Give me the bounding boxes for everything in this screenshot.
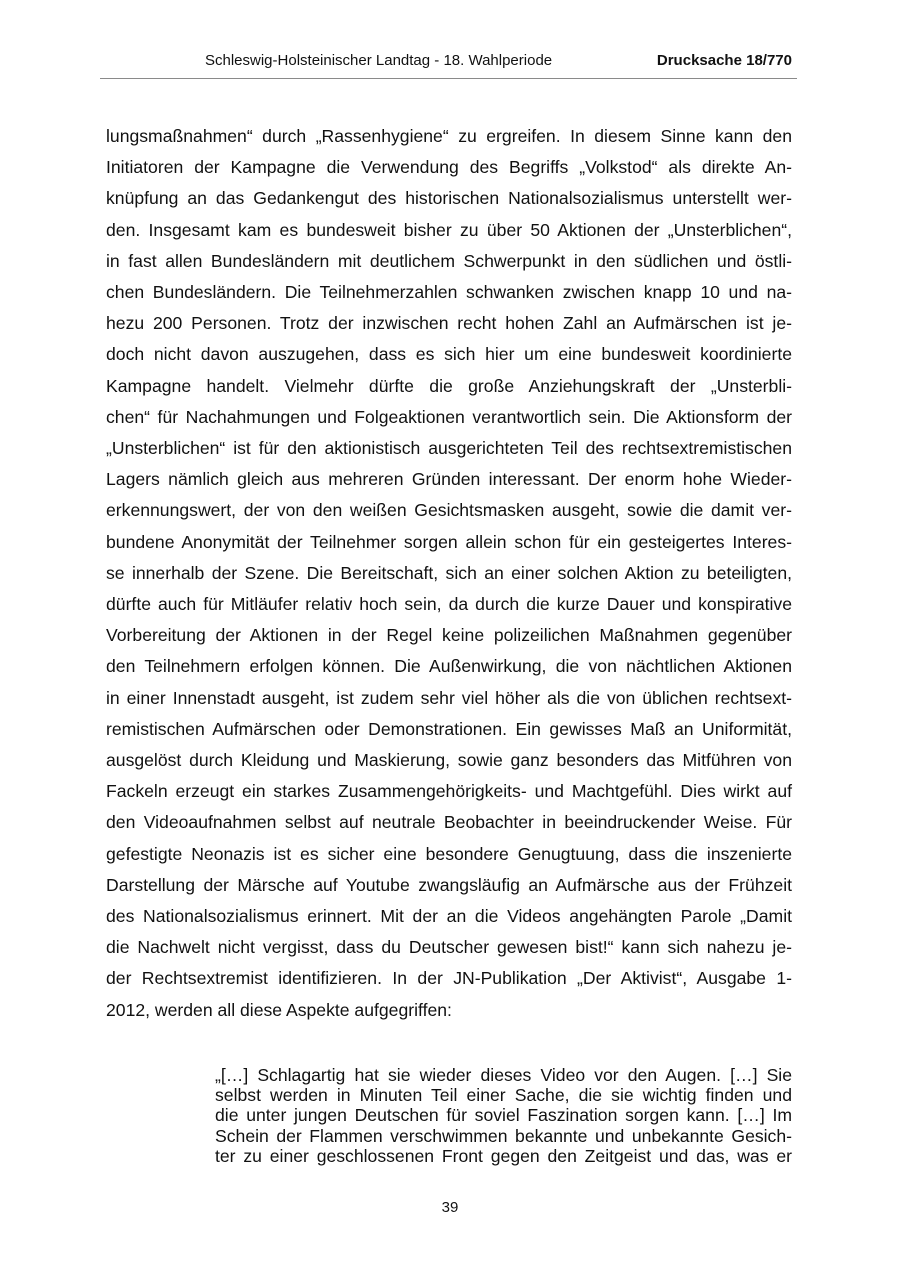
body-line: gefestigte Neonazis ist es sicher eine besondere Genugtuung, dass die inszenierte [106,843,792,864]
body-line: chen Bundesländern. Die Teilnehmerzahlen schwanken zwischen knapp 10 und na- [106,282,792,303]
page-header [100,52,797,79]
body-line: knüpfung an das Gedankengut des historischen Nationalsozialismus unterstellt wer- [106,188,792,209]
body-line: 2012, werden all diese Aspekte aufgegriffen: [106,999,452,1020]
body-line: die Nachwelt nicht vergisst, dass du Deutscher gewesen bist!“ kann sich nahezu je- [106,937,792,958]
quote-line: selbst werden in Minuten Teil einer Sache, die sie wichtig finden und [215,1085,792,1106]
body-line: des Nationalsozialismus erinnert. Mit der an die Videos angehängten Parole „Damit [106,906,792,927]
quote-line: „[…] Schlagartig hat sie wieder dieses Video vor den Augen. […] Sie [215,1065,792,1085]
quote-line: Schein der Flammen verschwimmen bekannte und unbekannte Gesich- [215,1125,792,1146]
body-line: erkennungswert, der von den weißen Gesichtsmasken ausgeht, sowie die damit ver- [106,500,792,521]
quote-line: ter zu einer geschlossenen Front gegen den Zeitgeist und das, was er [215,1145,792,1166]
document-number: Drucksache 18/770 [656,52,792,69]
body-line: Fackeln erzeugt ein starkes Zusammengehörigkeits- und Machtgefühl. Dies wirkt auf [106,781,792,802]
body-line: doch nicht davon auszugehen, dass es sich hier um eine bundesweit koordinierte [106,344,792,365]
body-line: hezu 200 Personen. Trotz der inzwischen recht hohen Zahl an Aufmärschen ist je- [106,313,792,334]
body-line: in einer Innenstadt ausgeht, ist zudem sehr viel höher als die von üblichen rechtsext- [106,687,792,708]
body-line: Initiatoren der Kampagne die Verwendung des Begriffs „Volkstod“ als direkte An- [106,157,792,178]
body-line: Vorbereitung der Aktionen in der Regel keine polizeilichen Maßnahmen gegenüber [106,625,792,646]
block-quote [215,1065,792,1166]
body-line: remistischen Aufmärschen oder Demonstrationen. Ein gewisses Maß an Uniformität, [106,718,792,739]
body-line: den Teilnehmern erfolgen können. Die Außenwirkung, die von nächtlichen Aktionen [106,656,792,677]
body-line: Kampagne handelt. Vielmehr dürfte die große Anziehungskraft der „Unsterbli- [106,375,792,396]
body-line: den Videoaufnahmen selbst auf neutrale Beobachter in beeindruckender Weise. Für [106,812,792,833]
body-paragraph [106,121,792,1026]
body-line: Darstellung der Märsche auf Youtube zwangsläufig an Aufmärsche aus der Frühzeit [106,874,792,895]
quote-line: die unter jungen Deutschen für soviel Faszination sorgen kann. […] Im [215,1105,792,1126]
body-line: Lagers nämlich gleich aus mehreren Gründen interessant. Der enorm hohe Wieder- [106,469,792,490]
body-line: dürfte auch für Mitläufer relativ hoch sein, da durch die kurze Dauer und konspirative [106,594,792,615]
body-line: der Rechtsextremist identifizieren. In der JN-Publikation „Der Aktivist“, Ausgabe 1- [106,968,792,989]
body-line: se innerhalb der Szene. Die Bereitschaft, sich an einer solchen Aktion zu beteiligten, [106,562,792,583]
body-line: ausgelöst durch Kleidung und Maskierung, sowie ganz besonders das Mitführen von [106,750,792,771]
body-line: lungsmaßnahmen“ durch „Rassenhygiene“ zu ergreifen. In diesem Sinne kann den [106,126,792,146]
header-title: Schleswig-Holsteinischer Landtag - 18. Wahlperiode [205,52,553,69]
body-line: in fast allen Bundesländern mit deutlichem Schwerpunkt in den südlichen und östli- [106,250,792,271]
body-line: bundene Anonymität der Teilnehmer sorgen allein schon für ein gesteigertes Interes- [106,531,792,552]
body-line: den. Insgesamt kam es bundesweit bisher zu über 50 Aktionen der „Unsterblichen“, [106,219,792,240]
body-line: chen“ für Nachahmungen und Folgeaktionen verantwortlich sein. Die Aktionsform der [106,406,792,427]
body-line: „Unsterblichen“ ist für den aktionistisch ausgerichteten Teil des rechtsextremistischen [106,438,792,459]
page-number: 39 [441,1199,459,1216]
